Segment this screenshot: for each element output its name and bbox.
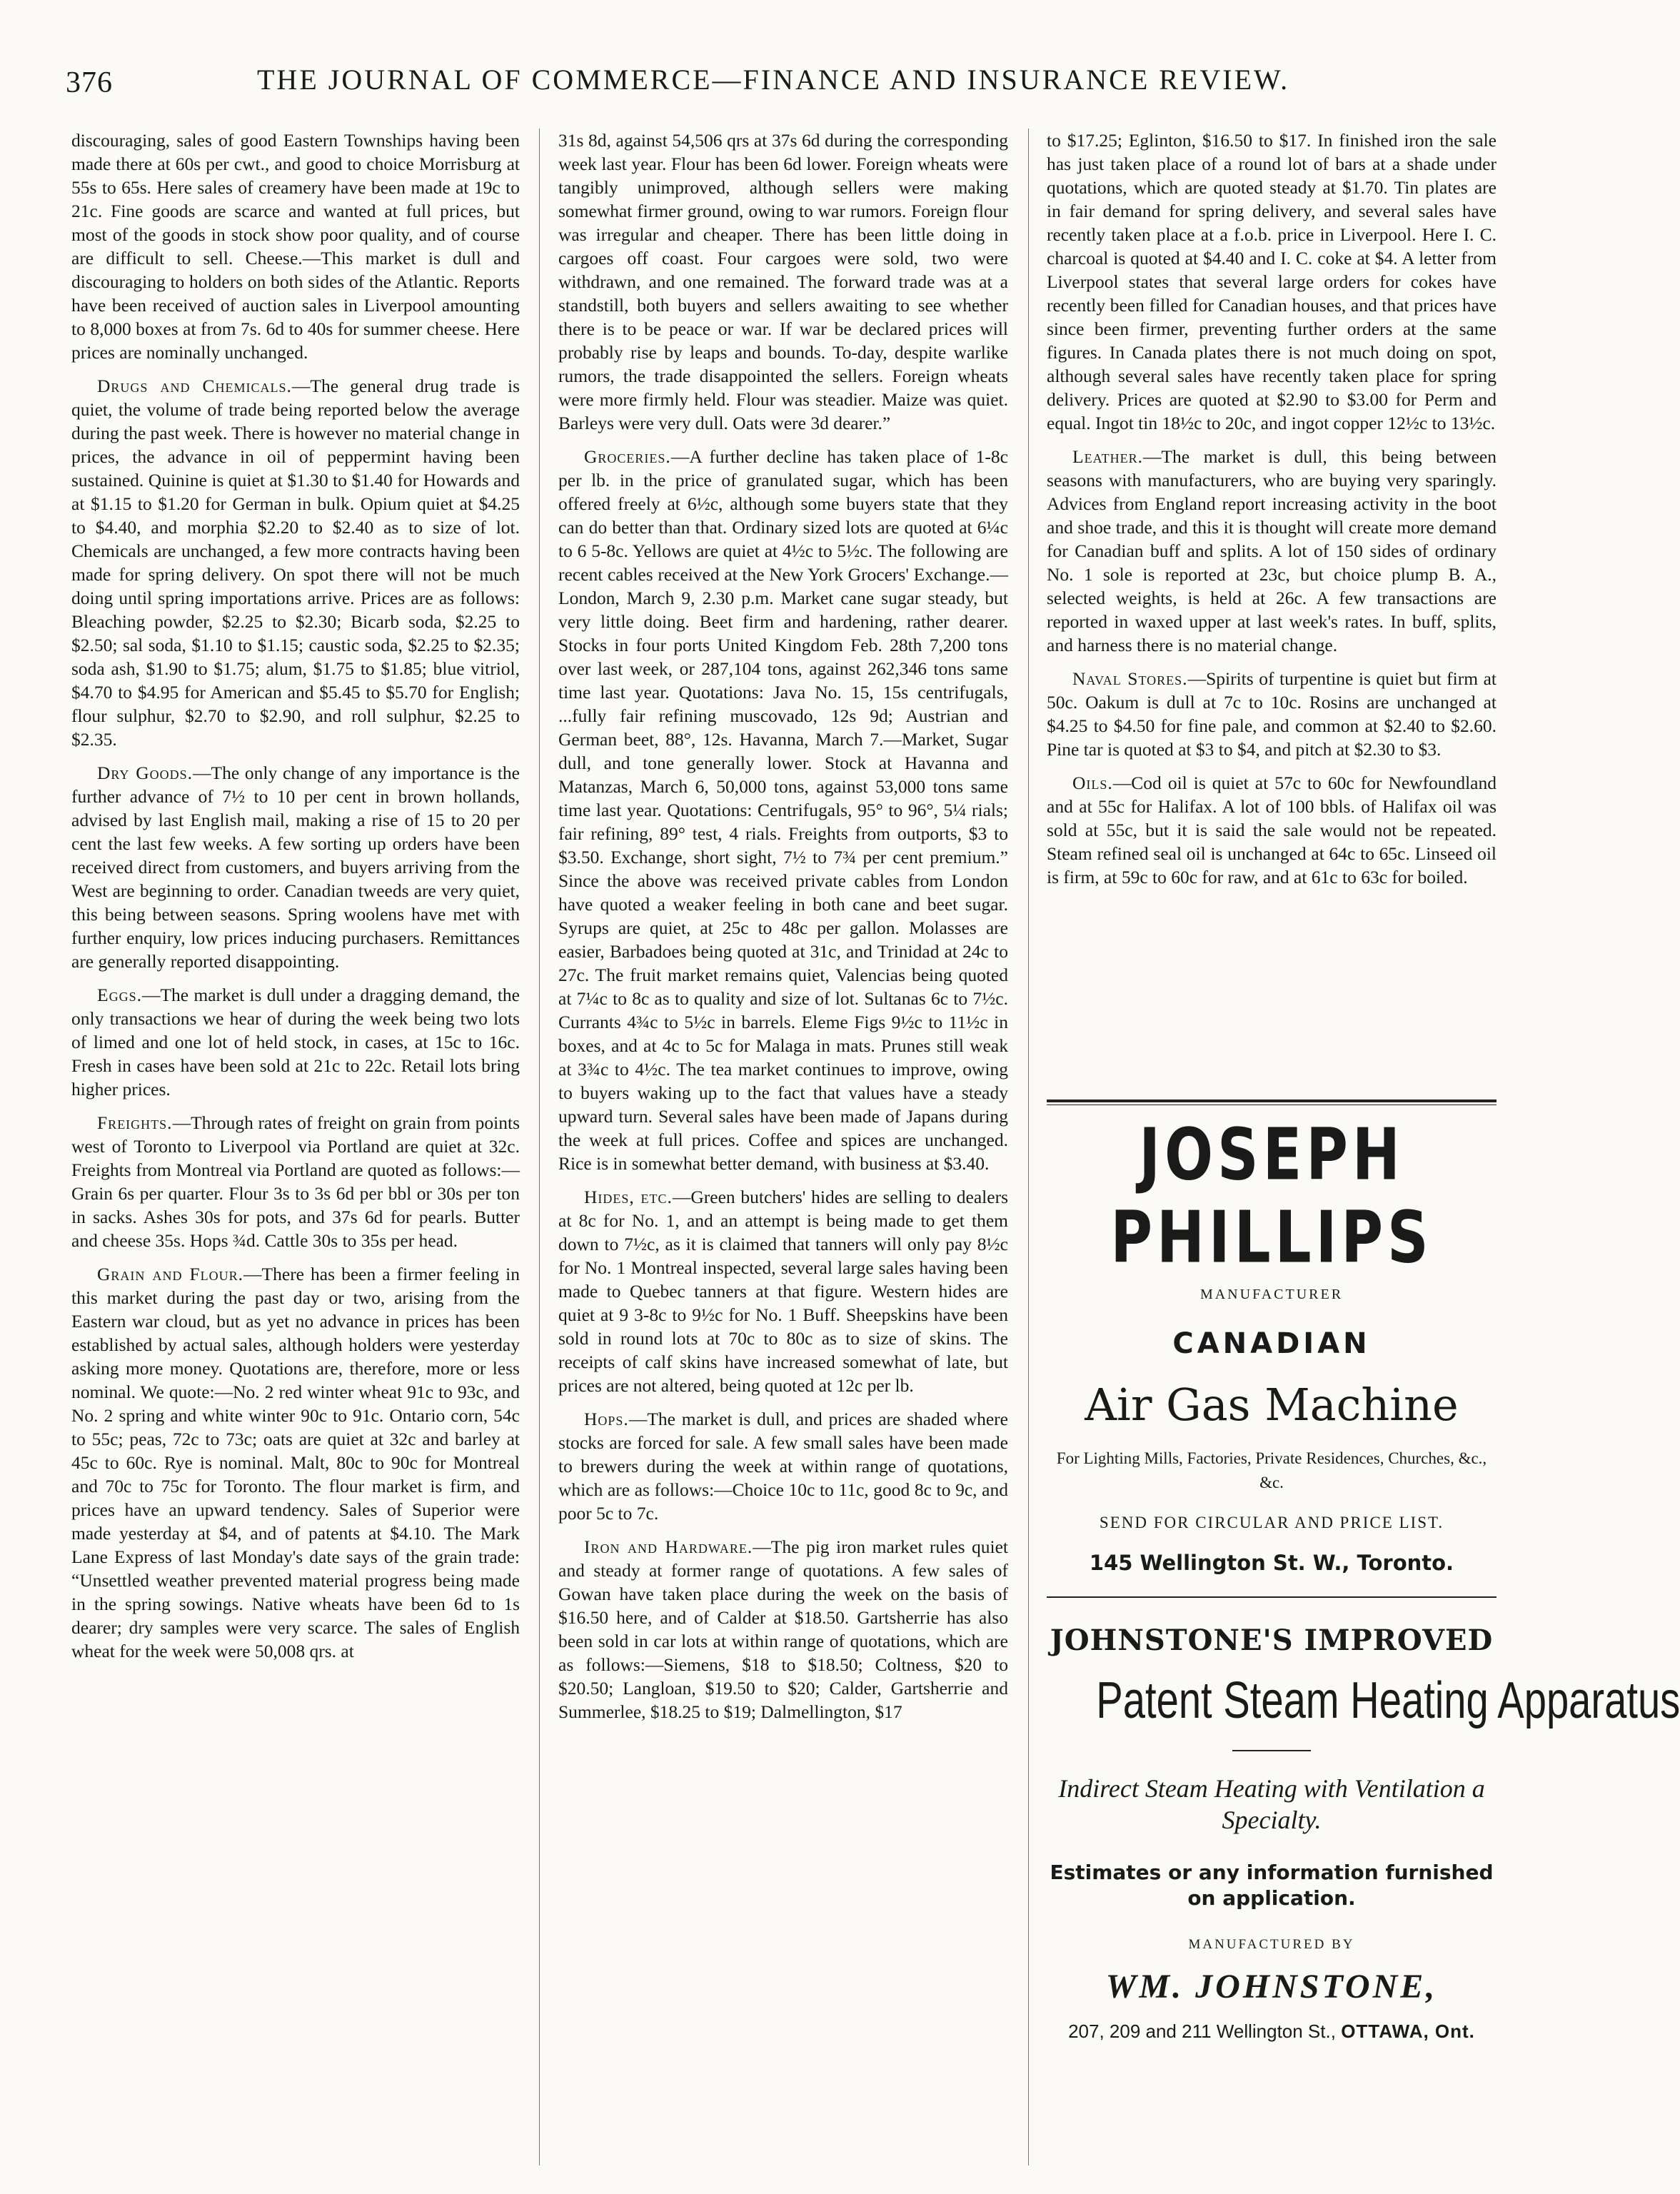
article-paragraph [1047,771,1497,889]
article-paragraph [71,374,520,751]
paragraph-text: —There has been a firmer feeling in this market during the past day or two, arising from the Eastern war cloud, but as yet no advance in prices has been established by actual sales, although holders were yesterday asking more money. Quotations are, therefore, more or less nominal. We quote:—No. 2 red winter wheat 91c to 93c, and No. 2 spring and white winter 90c to 91c. Ontario corn, 54c to 55c; peas, 72c to 73c; oats are quiet at 32c and barley at 45c to 60c. Rye is nominal. Malt, 80c to 90c for Montreal and 70c to 75c for Toronto. The flour market is firm, and prices have an upward tendency. Sales of Superior were made yesterday at $4, and of patents at $4.10. The Mark Lane Express of last Monday's date says of the grain trade: “Unsettled weather prevented material progress being made in the spring sowings. Native wheats have been 6d to 1s dearer; dry samples were very scarce. The sales of English wheat for the week were 50,008 qrs. at [71,1264,520,1661]
section-heading: Groceries. [584,446,671,467]
article-paragraph [1047,445,1497,657]
column-3 [1047,129,1497,1085]
paragraph-text: —Cod oil is quiet at 57c to 60c for Newfoundland and at 55c for Halifax. A lot of 100 bbls. of Halifax oil was sold at 55c, but it is said the sale would not be repeated. Steam refined seal oil is unchanged at 64c to 65c. Linseed oil is firm, at 59c to 60c for raw, and at 61c to 63c for boiled. [1047,773,1497,887]
article-paragraph [71,1111,520,1252]
ad-johnstone-tagline: Indirect Steam Heating with Ventilation a Specialty. [1058,1774,1485,1834]
paragraph-text: —Spirits of turpentine is quiet but firm at 50c. Oakum is dull at 7c to 10c. Rosins are unchanged at $4.25 to $4.50 for fine pale, and common at $2.40 to $2.60. Pine tar is quoted at $3 to $4, and pitch at $2.30 to $3. [1047,668,1497,760]
ad-phillips-name: JOSEPH PHILLIPS [1110,1112,1433,1279]
section-heading: Grain and Flour. [97,1264,244,1284]
article-paragraph [71,761,520,973]
paragraph-text: to $17.25; Eglinton, $16.50 to $17. In finished iron the sale has just taken place of a round lot of bars at a shade under quotations, which are quoted steady at $1.70. Tin plates are in fair demand for spring delivery, and several sales have recently taken place at a f.o.b. price in Liverpool. Here I. C. charcoal is quoted at $4.40 and I. C. coke at $4. A letter from Liverpool states that several large orders for cokes have recently been filled for Canadian houses, and that prices have since been firmer, preventing further orders at the same figures. In Canada plates there is not much doing on spot, although several sales have recently taken place for spring delivery. Prices are quoted at $2.90 to $3.00 for Perm and equal. Ingot tin 18½c to 20c, and ingot copper 12½c to 13½c. [1047,130,1497,433]
ad-johnstone-by: MANUFACTURED BY [1188,1937,1355,1952]
paragraph-text: 31s 8d, against 54,506 qrs at 37s 6d during the corresponding week last year. Flour has been 6d lower. Foreign wheats were tangibly unimproved, although sellers were making somewhat firmer ground, owing to war rumors. Foreign flour was irregular and cheaper. There has been little doing in cargoes off coast. Four cargoes were sold, two were withdrawn, and one remained. The forward trade was at a standstill, both buyers and sellers awaiting to see whether there is to be peace or war. If war be declared prices will probably rise by leaps and bounds. To-day, despite warlike rumors, the trade disappointed the sellers. Foreign wheats were more firmly held. Flour was steadier. Maize was quiet. Barleys were very dull. Oats were 3d dearer.” [558,130,1008,433]
ad-phillips-country: CANADIAN [1172,1327,1371,1360]
article-paragraph [71,983,520,1101]
column-1 [71,129,520,2173]
article-paragraph [558,1535,1008,1724]
paragraph-text: —The market is dull, this being between seasons with manufacturers, who are buying very sparingly. Advices from England report increasing activity in the boot and shoe trade, and this it is thought will create more demand for Canadian buff and splits. A lot of 150 sides of ordinary No. 1 sole is reported at 23c, but choice plump B. A., selected weights, is held at 26c. A few transactions are reported in waxed upper at last week's rates. In buff, splits, and harness there is no material change. [1047,446,1497,655]
continued-paragraph [558,129,1008,435]
ad-phillips-address: 145 Wellington St. W., Toronto. [1089,1551,1454,1575]
paragraph-text: discouraging, sales of good Eastern Townships having been made there at 60s per cwt., and good to choice Morrisburg at 55s to 65s. Here sales of creamery have been made at 19c to 21c. Fine goods are scarce and wanted at full prices, but most of the goods in stock show poor quality, and of course are difficult to sell. Cheese.—This market is dull and discouraging to holders on both sides of the Atlantic. Reports have been received of auction sales in Liverpool amounting to 8,000 boxes at from 7s. 6d to 40s for summer cheese. Here prices are nominally unchanged. [71,130,520,363]
ad-johnstone-address [1047,2021,1497,2043]
ad-phillips-product: Air Gas Machine [1085,1379,1459,1431]
section-heading: Hides, etc. [584,1187,673,1207]
paragraph-text: —The general drug trade is quiet, the volume of trade being reported below the average during the past week. There is however no material change in prices, the advance in oil of peppermint having been sustained. Quinine is quiet at $1.30 to $1.40 for Howards and at $1.15 to $1.20 for German in bulk. Opium quiet at $4.25 to $4.40, and morphia $2.20 to $2.40 as to size of lot. Chemicals are unchanged, a few more contracts having been made for spring delivery. On spot there will not be much doing until spring importations arrive. Prices are as follows: Bleaching powder, $2.25 to $2.30; Bicarb soda, $2.25 to $2.50; sal soda, $1.10 to $1.15; caustic soda, $2.25 to $2.35; soda ash, $1.90 to $1.75; alum, $1.75 to $1.85; blue vitriol, $4.70 to $4.95 for American and $5.45 to $5.70 for English; flour sulphur, $2.70 to $2.90, and roll sulphur, $2.25 to $2.35. [71,376,520,750]
article-paragraph [1047,667,1497,761]
ad-johnstone-street: 207, 209 and 211 Wellington St., [1068,2021,1336,2042]
paragraph-text: —The pig iron market rules quiet and steady at former range of quotations. A few sales of Gowan have taken place during the week on the basis of $16.50 here, and of Calder at $18.50. Gartsherrie has also been sold in car lots at within range of quotations, which are as follows:—Siemens, $18 to $18.50; Coltness, $20 to $20.50; Langloan, $19.50 to $20; Calder, Gartsherrie and Summerlee, $18.25 to $19; Dalmellington, $17 [558,1536,1008,1722]
ad-johnstone-estimates: Estimates or any information furnished on application. [1050,1861,1494,1910]
page-number: 376 [66,66,113,99]
article-paragraph [558,445,1008,1175]
ad-johnstone-name: JOHNSTONE'S IMPROVED [1050,1624,1494,1657]
ad-phillips-send: SEND FOR CIRCULAR AND PRICE LIST. [1099,1514,1444,1531]
continued-paragraph [71,129,520,364]
paragraph-text: —The market is dull, and prices are shaded where stocks are forced for sale. A few small sales have been made to brewers during the week at within range of quotations, which are as follows:—Choice 10c to 11c, good 8c to 9c, and poor 5c to 7c. [558,1409,1008,1524]
paragraph-text: —Green butchers' hides are selling to dealers at 8c for No. 1, and an attempt is being made to get them down to 7½c, as it is claimed that tanners will only pay 8½c for No. 1 Montreal inspected, several large sales having been made to Quebec tanners at that figure. Western hides are quiet at 9 3-8c to 9½c for No. 1 Buff. Sheepskins have been sold in round lots at 70c to 80c as to size of skins. The receipts of calf skins have increased somewhat of late, but prices are not altered, being quoted at 12c per lb. [558,1187,1008,1396]
paragraph-text: —A further decline has taken place of 1-8c per lb. in the price of granulated sugar, which has been offered freely at 6½c, although some buyers state that they can do better than that. Ordinary sized lots are quoted at 6¼c to 6 5-8c. Yellows are quiet at 4½c to 5½c. The following are recent cables received at the New York Grocers' Exchange.—London, March 9, 2.30 p.m. Market cane sugar steady, but very little doing. Beet firm and hardening, rather dearer. Stocks in four ports United Kingdom Feb. 28th 7,200 tons over last week, or 287,104 tons, against 262,346 tons same time last year. Quotations: Java No. 15, 15s centrifugals, ...fully fair refining muscovado, 12s 9d; Austrian and German beet, 88°, 12s. Havanna, March 7.—Market, Sugar dull, and tone generally lower. Stock at Havanna and Matanzas, March 6, 50,000 tons, against 53,000 tons same time last year. Quotations: Centrifugals, 95° to 96°, 5¼ rials; fair refining, 89° test, 4 rials. Freights from outports, $3 to $3.50. Exchange, short sight, 7½ to 7¾ per cent premium.” Since the above was received private cables from London have quoted a weaker feeling in both cane and beet sugar. Syrups are quiet, at 25c to 48c per gallon. Molasses are easier, Barbadoes being quoted at 31c, and Trinidad at 24c to 27c. The fruit market remains quiet, Valencias being quoted at 7¼c to 8c as to quality and size of lot. Sultanas 6c to 7½c. Currants 4¾c to 5½c in barrels. Eleme Figs 9½c to 11½c in boxes, and at 4c to 5c for Malaga in mats. Prunes still weak at 3¾c to 4½c. The tea market continues to improve, owing to buyers waking up to the fact that values have a steady upward turn. Several sales have been made of Japans during the week at full prices. Coffee and spices are unchanged. Rice is in somewhat better demand, with business at $3.40. [558,446,1008,1174]
ad-phillips-role: MANUFACTURER [1199,1287,1344,1302]
section-heading: Freights. [97,1112,173,1133]
ad-border [1047,1099,1497,1105]
running-head: THE JOURNAL OF COMMERCE—FINANCE AND INSURANCE REVIEW. [257,64,1290,96]
section-heading: Hops. [584,1409,629,1429]
section-heading: Naval Stores. [1072,668,1188,689]
column-rule [1028,129,1029,2165]
column-rule [539,129,540,2165]
short-rule [1232,1750,1311,1751]
advertisements [1047,1099,1680,2043]
section-heading: Eggs. [97,985,142,1005]
paragraph-text: —Through rates of freight on grain from points west of Toronto to Liverpool via Portland are quiet at 32c. Freights from Montreal via Portland are quoted as follows:—Grain 6s per quarter. Flour 3s to 3s 6d per bbl or 30s per ton in sacks. Ashes 30s for pots, and 37s 6d for pearls. Butter and cheese 35s. Hops ¾d. Cattle 30s to 35s per head. [71,1112,520,1251]
column-2 [558,129,1008,2173]
ad-johnstone-city: OTTAWA, Ont. [1341,2021,1475,2042]
section-heading: Dry Goods. [97,763,193,783]
continued-paragraph [1047,129,1497,435]
paragraph-text: —The market is dull under a dragging demand, the only transactions we hear of during the week being two lots of limed and one lot of held stock, in cases, at 15c to 16c. Fresh in cases have been sold at 21c to 22c. Retail lots bring higher prices. [71,985,520,1099]
ad-divider [1047,1596,1497,1598]
paragraph-text: —The only change of any importance is the further advance of 7½ to 10 per cent in brown hollands, advised by last English mail, making a rise of 15 to 20 per cent the last few weeks. A few sorting up orders have been received direct from customers, and buyers arriving from the West are beginning to order. Canadian tweeds are very quiet, this being between seasons. Spring woolens have met with further enquiry, low prices inducing purchasers. Remittances are generally reported disappointing. [71,763,520,972]
section-heading: Oils. [1072,773,1113,793]
ad-johnstone-product: Patent Steam Heating Apparatus [1096,1672,1680,1729]
article-paragraph [71,1262,520,1663]
section-heading: Drugs and Chemicals. [97,376,292,396]
section-heading: Leather. [1072,446,1143,467]
section-heading: Iron and Hardware. [584,1536,753,1557]
ad-phillips-uses: For Lighting Mills, Factories, Private Residences, Churches, &c., &c. [1056,1449,1487,1491]
article-paragraph [558,1407,1008,1525]
ad-johnstone-maker: WM. JOHNSTONE, [1105,1968,1438,2006]
article-paragraph [558,1185,1008,1397]
